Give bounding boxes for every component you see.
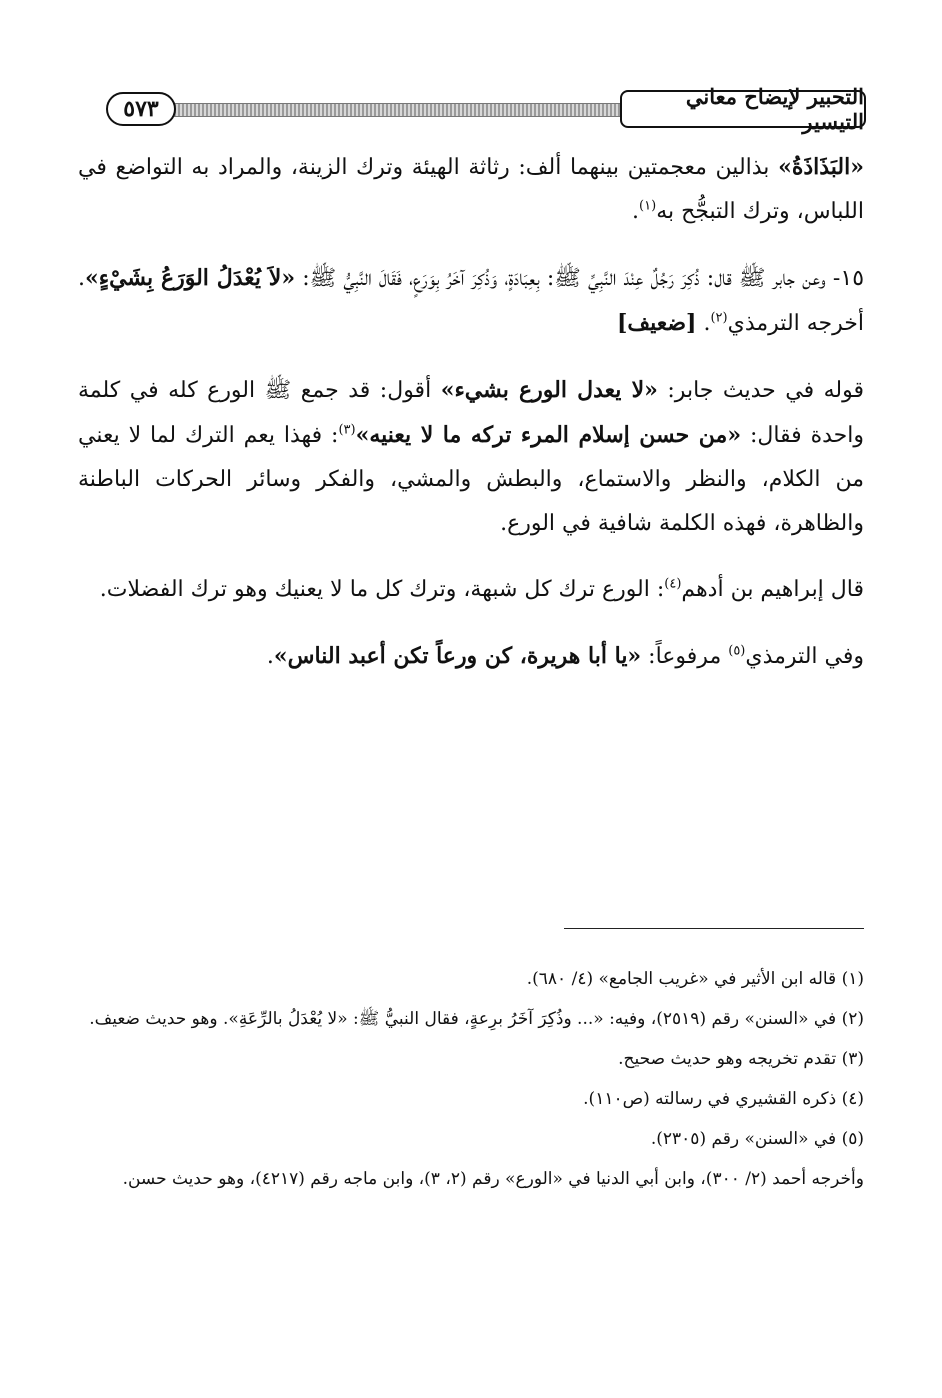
definition-text: بذالين معجمتين بينهما ألف: رثاثة الهيئة وترك الزينة، والمراد به التواضع في اللباس، وترك التبجُّح به	[78, 155, 864, 224]
quoted-hadith-2: «من حسن إسلام المرء تركه ما لا يعنيه»	[355, 422, 742, 448]
footnotes	[78, 962, 864, 1202]
source-text: وفي الترمذي	[745, 644, 864, 669]
footnote-1: (١) قاله ابن الأثير في «غريب الجامع» (٤/ ٦٨٠).	[526, 969, 864, 989]
punctuation: .	[632, 199, 640, 224]
paragraph-commentary	[78, 368, 864, 546]
hadith-source: . أخرجه الترمذي	[78, 266, 864, 336]
page-number: ٥٧٣	[106, 92, 176, 126]
book-title: التحبير لإيضاح معاني التيسير	[620, 90, 866, 128]
footnote-ref-1: (١)	[639, 198, 657, 214]
quoted-hadith-3: «يا أبا هريرة، كن ورعاً تكن أعبد الناس»	[273, 643, 642, 669]
footnote-3: (٣) تقدم تخريجه وهو حديث صحيح.	[618, 1049, 864, 1069]
footnote-5: (٥) في «السنن» رقم (٢٣٠٥).	[650, 1129, 864, 1149]
paragraph-hadith-15: ١٥- وعن جابر ﷺ قال: ذُكِرَ رَجُلٌ عِنْدَ النَّبِيِّ ﷺ: بِعِبَادَةٍ، وَذُكِرَ آخَرُ بِوَرَعٍ، فَقَالَ النَّبِيُّ ﷺ: «لاَ يُعْدَلُ الوَرَعُ بِشَيْءٍ». أخرجه الترمذي$^{(٢)}$. [ضعيف]	[78, 265, 865, 336]
hadith-grade: [ضعيف]	[616, 310, 697, 336]
footnote-4: (٤) ذكره القشيري في رسالته (ص١١٠).	[583, 1089, 864, 1109]
paragraph-ibrahim	[78, 568, 864, 612]
defined-term: «البَذَاذَةُ»	[778, 154, 864, 180]
source-text: مرفوعاً:	[641, 644, 729, 669]
footnote-ref-3: (٣)	[338, 422, 356, 438]
footnote-separator	[564, 928, 864, 929]
quote-text: : الورع ترك كل شبهة، وترك كل ما لا يعنيك وهو ترك الفضلات.	[99, 577, 665, 602]
running-header	[96, 84, 866, 136]
footnote-5-continuation: وأخرجه أحمد (٢/ ٣٠٠)، وابن أبي الدنيا في «الورع» رقم (٢، ٣)، وابن ماجه رقم (٤٢١٧)، وهو حديث حسن.	[122, 1169, 864, 1189]
punctuation: .	[266, 644, 274, 669]
paragraph-definition	[78, 145, 864, 234]
commentary-text: أقول: قد جمع ﷺ الورع كله في كلمة واحدة فقال:	[78, 378, 864, 448]
commentary-text: : فهذا يعم الترك لما لا يعني من الكلام، والنظر والاستماع، والبطش والمشي، والفكر وسائر الحركات الباطنة والظاهرة، فهذه الكلمة شافية في الورع.	[78, 423, 865, 536]
hadith-quote: «لاَ يُعْدَلُ الوَرَعُ بِشَيْءٍ»	[85, 265, 296, 291]
quote-attribution: قال إبراهيم بن أدهم	[681, 577, 864, 602]
footnote-ref-2: (٢)	[710, 310, 728, 326]
paragraph-tirmidhi	[78, 634, 864, 679]
commentary-text: قوله في حديث جابر:	[657, 378, 864, 403]
main-text	[78, 145, 864, 679]
quoted-hadith-1: «لا يعدل الورع بشيء»	[440, 377, 658, 403]
hadith-text: ١٥- وعن جابر ﷺ قال: ذُكِرَ رَجُلٌ عِنْدَ النَّبِيِّ ﷺ: بِعِبَادَةٍ، وَذُكِرَ آخَرُ بِوَرَعٍ، فَقَالَ النَّبِيُّ ﷺ:	[295, 266, 865, 291]
footnote-ref-5: (٥)	[728, 643, 746, 659]
footnote-ref-4: (٤)	[664, 576, 682, 592]
header-decorative-band	[166, 103, 626, 117]
footnote-2: (٢) في «السنن» رقم (٢٥١٩)، وفيه: «... وذُكِرَ آخَرُ برِعةٍ، فقال النبيُّ ﷺ: «لا يُعْدَلُ بالرِّعَةِ». وهو حديث ضعيف.	[89, 1009, 864, 1029]
